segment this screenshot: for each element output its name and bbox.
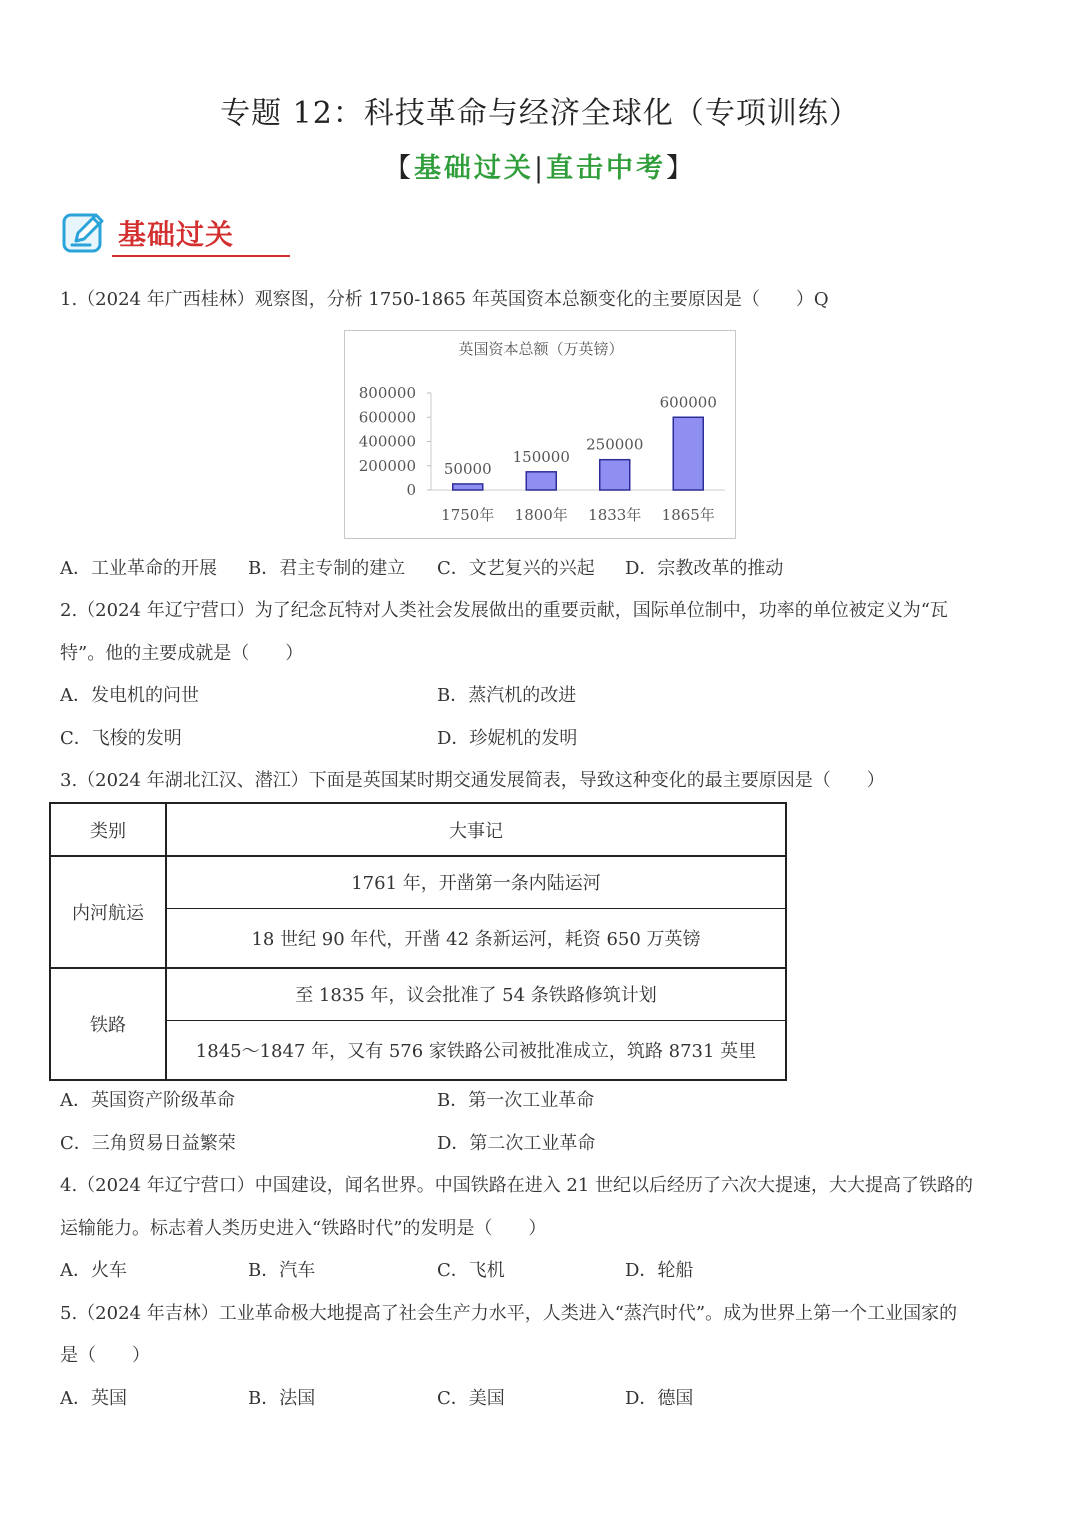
bar-1800年 (526, 472, 556, 490)
question-2-text-line1: 2.（2024 年辽宁营口）为了纪念瓦特对人类社会发展做出的重要贡献，国际单位制中，功率的单位被定义为“瓦 (60, 600, 948, 621)
question-1-text: 1.（2024 年广西桂林）观察图，分析 1750-1865 年英国资本总额变化的主要原因是（ ）Q (60, 289, 829, 310)
q4-option-d: D．轮船 (625, 1260, 694, 1281)
table-header-row (50, 803, 786, 856)
page-title: 专题 12：科技革命与经济全球化（专项训练） (220, 96, 860, 131)
subtitle-separator: | (533, 153, 547, 184)
capital-chart-svg (345, 331, 737, 540)
q4-option-c: C．飞机 (437, 1260, 505, 1281)
bar-1750年 (453, 484, 483, 490)
table-row (50, 968, 786, 1020)
question-5-text-line1: 5.（2024 年吉林）工业革命极大地提高了社会生产力水平，人类进入“蒸汽时代”。成为世界上第一个工业国家的 (60, 1303, 958, 1324)
q3-option-c: C．三角贸易日益繁荣 (60, 1133, 236, 1154)
data-label: 50000 (443, 459, 492, 478)
capital-chart (344, 330, 736, 539)
q5-option-b: B．法国 (248, 1388, 316, 1409)
q1-option-d: D．宗教改革的推动 (625, 558, 784, 579)
question-2-text-line2: 特”。他的主要成就是（ ） (60, 643, 304, 664)
section-title: 基础过关 (118, 218, 235, 251)
table-event-cell: 至 1835 年，议会批准了 54 条铁路修筑计划 (166, 968, 786, 1020)
question-4-text-line1: 4.（2024 年辽宁营口）中国建设，闻名世界。中国铁路在进入 21 世纪以后经历了六次大提速，大大提高了铁路的 (60, 1175, 974, 1196)
q1-option-a: A．工业革命的开展 (60, 558, 217, 579)
chart-title: 英国资本总额（万英镑） (458, 340, 624, 358)
q5-option-c: C．美国 (437, 1388, 505, 1409)
table-category-canal: 内河航运 (50, 856, 166, 968)
q2-option-c: C．飞梭的发明 (60, 728, 182, 749)
table-event-cell: 1761 年，开凿第一条内陆运河 (166, 856, 786, 908)
q4-option-b: B．汽车 (248, 1260, 316, 1281)
data-label: 150000 (512, 447, 570, 466)
q3-option-d: D．第二次工业革命 (437, 1133, 596, 1154)
bar-1833年 (600, 460, 630, 490)
subtitle-basic: 基础过关 (413, 153, 534, 184)
question-5-text-line2: 是（ ） (60, 1345, 150, 1366)
table-category-railway: 铁路 (50, 968, 166, 1080)
table-header-events: 大事记 (166, 803, 786, 856)
table-event-cell: 1845～1847 年，又有 576 家铁路公司被批准成立，筑路 8731 英里 (166, 1020, 786, 1080)
q4-option-a: A．火车 (60, 1260, 127, 1281)
q2-option-d: D．珍妮机的发明 (437, 728, 578, 749)
subtitle-open-bracket: 【 (383, 153, 414, 184)
question-4-text-line2: 运输能力。标志着人类历史进入“铁路时代”的发明是（ ） (60, 1218, 547, 1239)
section-underline (112, 255, 290, 257)
q1-option-b: B．君主专制的建立 (248, 558, 406, 579)
q5-option-d: D．德国 (625, 1388, 694, 1409)
table-row (50, 856, 786, 908)
y-tick-label: 400000 (358, 432, 416, 451)
y-tick-label: 800000 (358, 384, 416, 402)
q3-option-b: B．第一次工业革命 (437, 1090, 595, 1111)
page-subtitle (0, 146, 1080, 185)
x-tick-label: 1800年 (514, 506, 568, 524)
q1-option-c: C．文艺复兴的兴起 (437, 558, 595, 579)
x-tick-label: 1750年 (441, 506, 495, 524)
data-label: 600000 (659, 393, 717, 412)
table-event-cell: 18 世纪 90 年代，开凿 42 条新运河，耗资 650 万英镑 (166, 908, 786, 968)
q2-option-b: B．蒸汽机的改进 (437, 685, 577, 706)
x-tick-label: 1833年 (588, 506, 642, 524)
y-tick-label: 200000 (358, 456, 416, 475)
question-3-text: 3.（2024 年湖北江汉、潜江）下面是英国某时期交通发展简表，导致这种变化的最主要原因是（ ） (60, 770, 885, 791)
q2-option-a: A．发电机的问世 (60, 685, 199, 706)
y-tick-label: 600000 (358, 408, 416, 427)
subtitle-exam: 直击中考 (546, 153, 667, 184)
transport-table (49, 802, 787, 1081)
table-header-category: 类别 (50, 803, 166, 856)
data-label: 250000 (586, 435, 644, 454)
x-tick-label: 1865年 (661, 506, 715, 524)
y-tick-label: 0 (406, 481, 416, 499)
q5-option-a: A．英国 (60, 1388, 127, 1409)
q3-option-a: A．英国资产阶级革命 (60, 1090, 235, 1111)
bar-1865年 (673, 417, 703, 490)
subtitle-close-bracket: 】 (666, 153, 697, 184)
pencil-edit-icon (60, 207, 108, 255)
